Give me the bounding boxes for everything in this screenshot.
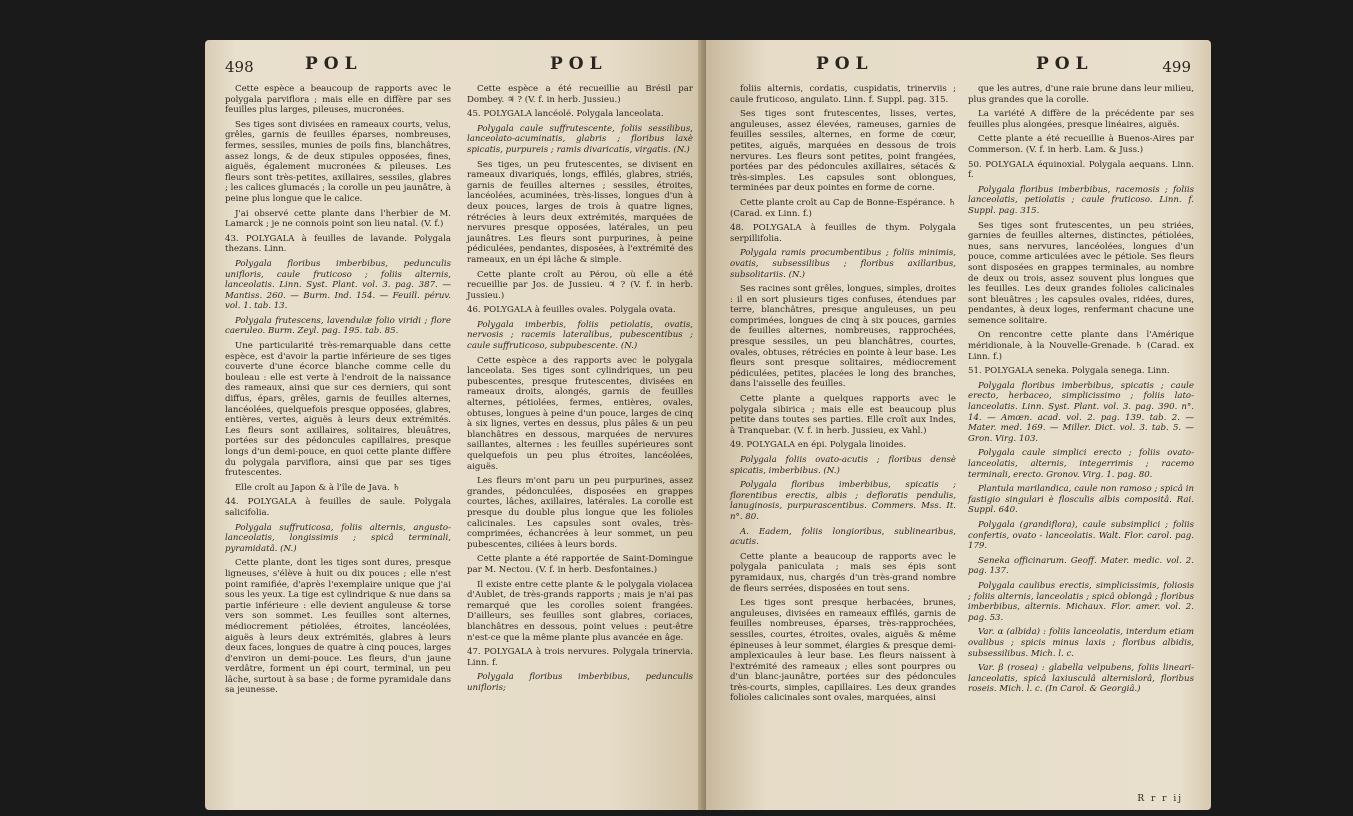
paragraph: Ses racines sont grêles, longues, simples, droites : il en sort plusieurs tiges confuses, étendues par terre, blanchâtres, presque anguleuses, un peu comprimées, longues de cinq à six pouces, garnies de feuilles alternes, nombreuses, rapprochées, presque sessiles, un peu blanchâtres, courtes, ovales, obtuses, rétrécies en pointe à leur base. Les fleurs sont presque solitaires, médiocrement pédiculées, petites, placées le long des branches, dans l'aisselle des feuilles. xyxy=(730,284,956,390)
paragraph: Seneka officinarum. Geoff. Mater. medic. vol. 2. pag. 137. xyxy=(968,555,1194,577)
paragraph: Cette plante a été recueillie à Buenos-Aires par Commerson. (V. f. in herb. Lam. & Juss.) xyxy=(968,134,1194,155)
paragraph: Les fleurs m'ont paru un peu purpurines, assez grandes, pédonculées, disposées en grappes courtes, lâches, axillaires, latérales. La corolle est presque du double plus longue que les folioles calicinales. Les capsules sont ovales, très-comprimées, échancrées à leur sommet, un peu pubescentes, ciliées à leurs bords. xyxy=(467,476,693,550)
paragraph: Elle croît au Japon & à l'île de Java. ♄ xyxy=(235,482,401,493)
paragraph: Cette plante croît au Pérou, où elle a été recueillie par Jos. de Jussieu. ♃ ? (V. f. in herb. Jussieu.) xyxy=(467,269,693,301)
paragraph: Cette espèce a beaucoup de rapports avec le polygala parviflora ; mais elle en diffère par ses feuilles plus larges, pileuses, mucronées. xyxy=(225,84,451,116)
paragraph: Cette plante a quelques rapports avec le polygala sibirica ; mais elle est beaucoup plus petite dans toutes ses parties. Elle croît aux Indes, à Tranquebar. (V. f. in herb. Jussieu, ex Vahl.) xyxy=(730,394,956,436)
paragraph: Polygala floribus imberbibus, racemosis ; foliis lanceolatis, petiolatis ; caule fruticoso. Linn. f. Suppl. pag. 315. xyxy=(968,184,1194,216)
left-column-2 xyxy=(467,84,693,697)
paragraph: Cette espèce a des rapports avec le polygala lanceolata. Ses tiges sont cylindriques, un peu pubescentes, presque frutescentes, divisées en rameaux droits, alongés, garnis de feuilles alternes, pétiolées, fermes, entières, ovales, obtuses, longues à peine d'un pouce, larges de cinq à six lignes, vertes en dessus, plus pâles & un peu blanchâtres en dessous, marquées de nervures saillantes, alternes : les feuilles supérieures sont quelquefois un peu plus étroites, lancéolées, aiguës. xyxy=(467,355,693,472)
paragraph: Polygala (grandiflora), caule subsimplici ; foliis confertis, ovato - lanceolatis. Walt. Flor. carol. pag. 179. xyxy=(968,519,1194,552)
paragraph: Cette plante a été rapportée de Saint-Domingue par M. Nectou. (V. f. in herb. Desfontaines.) xyxy=(467,554,693,575)
paragraph: Polygala caulibus erectis, simplicissimis, foliosis ; foliis alternis, lanceolatis ; spicâ oblongâ ; floribus imberbibus, alternis. Michaux. Flor. amer. vol. 2. pag. 53. xyxy=(968,580,1194,623)
signature-mark: R r r ij xyxy=(1137,794,1183,804)
paragraph: 51. POLYGALA seneka. Polygala senega. Linn. xyxy=(968,366,1170,377)
paragraph: Polygala caule suffrutescente, foliis sessilibus, lanceolato-acuminatis, glabris ; floribus laxè spicatis, purpureis ; ramis divaricatis, virgatis. (N.) xyxy=(467,123,693,155)
page-number-right: 499 xyxy=(1162,58,1191,76)
right-column-2 xyxy=(968,84,1194,699)
paragraph: On rencontre cette plante dans l'Amérique méridionale, à la Nouvelle-Grenade. ♄ (Carad. ex Linn. f.) xyxy=(968,330,1194,362)
paragraph: Var. β (rosea) : glabella velpubens, foliis lineari-lanceolatis, spicâ laxiusculâ alternislorâ, floribus roseis. Mich. l. c. (In Carol. & Georgiâ.) xyxy=(968,663,1194,695)
page-number-left: 498 xyxy=(225,58,254,76)
paragraph: 46. POLYGALA à feuilles ovales. Polygala ovata. xyxy=(467,305,676,316)
paragraph: 44. POLYGALA à feuilles de saule. Polygala salicifolia. xyxy=(225,497,451,518)
paragraph: Les tiges sont presque herbacées, brunes, anguleuses, divisées en rameaux effilés, garnis de feuilles nombreuses, éparses, très-rapprochées, sessiles, courtes, étroites, ovales, aiguës & même épineuses à leur sommet, élargies & presque demi-amplexicaules à leur base. Les fleurs naissent à l'extrémité des rameaux ; elles sont pourpres ou d'un blanc-jaunâtre, portées sur des pédoncules très-courts, simples, capillaires. Les deux grandes folioles calicinales sont ovales, marquées, ainsi xyxy=(730,598,956,704)
paragraph: Ses tiges, un peu frutescentes, se divisent en rameaux divariqués, longs, effilés, glabres, striés, garnis de feuilles alternes ; sessiles, étroites, lancéolées, acuminées, très-lisses, longues d'un à deux pouces, larges de trois à quatre lignes, rétrécies à leurs deux extrémités, marquées de nervures presque opposées, latérales, un peu jaunâtres. Les fleurs sont purpurines, à peine pédiculées, pendantes, disposées, à l'extrémité des rameaux, en un épi lâche & simple. xyxy=(467,159,693,265)
paragraph: Une particularité très-remarquable dans cette espèce, est d'avoir la partie inférieure de ses tiges couverte d'une écorce blanche comme celle du bouleau : elle est verte à l'endroit de la naissance des rameaux, ainsi que sur ces derniers, qui sont diffus, épars, grêles, garnis de feuilles alternes, lancéolées, quelquefois presque opposées, glabres, entières, vertes, aiguës à leurs deux extrémités. Les fleurs sont axillaires, solitaires, bleuâtres, portées sur des pédoncules capillaires, presque longs d'un demi-pouce, en quoi cette plante diffère du polygala parviflora, ainsi que par ses tiges frutescentes. xyxy=(225,341,451,479)
paragraph: Var. α (albida) : foliis lanceolatis, interdum etiam ovalibus ; spicis minus laxis ; floribus albidis, subsessilibus. Mich. l. c. xyxy=(968,627,1194,659)
paragraph: Cette plante croît au Cap de Bonne-Espérance. ♄ (Carad. ex Linn. f.) xyxy=(730,197,956,219)
paragraph: Polygala frutescens, lavendulæ folio viridi ; flore caeruleo. Burm. Zeyl. pag. 195. tab. 85. xyxy=(225,315,451,337)
paragraph: Polygala ramis procumbentibus ; foliis minimis, ovatis, subsessilibus ; floribus axillaribus, subsolitariis. (N.) xyxy=(730,248,956,280)
left-page xyxy=(205,40,710,810)
paragraph: Ses tiges sont frutescentes, lisses, vertes, anguleuses, assez élevées, rameuses, garnies de feuilles sessiles, alternes, en forme de cœur, petites, aiguës, marquées en dessous de trois nervures. Les fleurs sont petites, point frangées, portées par des pédoncules axillaires, sétacés & très-simples. Les capsules sont oblongues, terminées par deux pointes en forme de corne. xyxy=(730,109,956,194)
paragraph: Ses tiges sont frutescentes, un peu striées, garnies de feuilles alternes, distinctes, pétiolées, nues, sans nervures, lancéolées, longues d'un pouce, comme articulées avec le pétiole. Ses fleurs sont disposées en grappes terminales, au nombre de deux ou trois, assez souvent plus longues que les feuilles. Les deux grandes folioles calicinales sont bleuâtres ; les capsules ovales, ridées, dures, pendantes, à deux loges, renfermant chacune une semence solitaire. xyxy=(968,220,1194,326)
paragraph: La variété A diffère de la précédente par ses feuilles plus alongées, presque linéaires, aiguës. xyxy=(968,109,1194,130)
paragraph: Cette plante, dont les tiges sont dures, presque ligneuses, s'élève à huit ou dix pouces ; elle n'est point ramifiée, d'après l'exemplaire unique que j'ai sous les yeux. La tige est cylindrique & nue dans sa partie inférieure : elle devient anguleuse & torse vers son sommet. Les feuilles sont alternes, médiocrement pétiolées, étroites, lancéolées, aiguës à leurs deux extrémités, glabres à leurs deux faces, longues de quatre à cinq pouces, larges d'environ un demi-pouce. Les fleurs, d'un jaune verdâtre, forment un épi court, terminal, un peu lâche, surtout à sa base ; de forme pyramidale dans sa jeunesse. xyxy=(225,558,451,696)
paragraph: 45. POLYGALA lancéolé. Polygala lanceolata. xyxy=(467,109,664,120)
paragraph: Il existe entre cette plante & le polygala violacea d'Aublet, de très-grands rapports ; mais je n'ai pas remarqué que les corolles soient frangées. D'ailleurs, ses feuilles sont glabres, coriaces, blanchâtres en dessous, point velues : peut-être n'est-ce que la même plante plus avancée en âge. xyxy=(467,579,693,643)
paragraph: foliis alternis, cordatis, cuspidatis, trinerviis ; caule fruticoso, angulato. Linn. f. Suppl. pag. 315. xyxy=(730,84,956,105)
paragraph: Ses tiges sont divisées en rameaux courts, velus, grêles, garnis de feuilles éparses, nombreuses, fermes, sessiles, munies de poils fins, blanchâtres, assez longs, & de deux stipules opposées, fines, aiguës, également mucronées & pileuses. Les fleurs sont très-petites, axillaires, sessiles, glabres ; les calices glumacés ; la corolle un peu jaunâtre, à peine plus longue que le calice. xyxy=(225,119,451,204)
paragraph: 43. POLYGALA à feuilles de lavande. Polygala thezans. Linn. xyxy=(225,233,451,255)
running-head-left-2: POL xyxy=(550,54,608,74)
paragraph: Cette plante a beaucoup de rapports avec le polygala paniculata ; mais ses épis sont pyramidaux, nus, chargés d'un très-grand nombre de fleurs serrées, disposées en tout sens. xyxy=(730,551,956,594)
paragraph: 49. POLYGALA en épi. Polygala linoides. xyxy=(730,440,907,451)
running-head-left-1: POL xyxy=(305,54,363,74)
paragraph: Polygala floribus imberbibus, pedunculis unifloris, caule fruticoso ; foliis alternis, lanceolatis. Linn. Syst. Plant. vol. 3. pag. 387. — Mantiss. 260. — Burm. Ind. 154. — Feuill. péruv. vol. 1. tab. 13. xyxy=(225,258,451,312)
paragraph: Polygala foliis ovato-acutis ; floribus densè spicatis, imberbibus. (N.) xyxy=(730,455,956,476)
paragraph: Polygala imberbis, foliis petiolatis, ovatis, nervosis ; racemis lateralibus, pubescentibus ; caule suffruticoso, subpubescente. (N.) xyxy=(467,319,693,352)
paragraph: 47. POLYGALA à trois nervures. Polygala trinervia. Linn. f. xyxy=(467,647,693,668)
paragraph: Polygala floribus imberbibus, spicatis ; caule erecto, herbaceo, simplicissimo ; foliis lato-lanceolatis. Linn. Syst. Plant. vol. 3. pag. 390. n°. 14. — Amœn. acad. vol. 2. pag. 139. tab. 2. — Mater. med. 169. — Miller. Dict. vol. 3. tab. 5. — Gron. Virg. 103. xyxy=(968,380,1194,444)
paragraph: J'ai observé cette plante dans l'herbier de M. Lamarck ; je ne connois point son lieu natal. (V. f.) xyxy=(225,208,451,230)
paragraph: 50. POLYGALA équinoxial. Polygala aequans. Linn. f. xyxy=(968,159,1194,181)
left-column-1 xyxy=(225,84,451,700)
paragraph: Polygala floribus imberbibus, spicatis ; florentibus erectis, albis ; defloratis pendulis, lanuginosis, purpurascentibus. Commers. Mss. It. n°. 80. xyxy=(730,480,956,522)
paragraph: Polygala caule simplici erecto ; foliis ovato-lanceolatis, alternis, integerrimis ; racemo terminali, erecto. Gronov. Virg. 1. pag. 80. xyxy=(968,448,1194,480)
running-head-right-2: POL xyxy=(1036,54,1094,74)
running-head-right-1: POL xyxy=(816,54,874,74)
right-column-1 xyxy=(730,84,956,708)
paragraph: Plantula marilandica, caule non ramoso ; spicâ in fastigio singulari è flosculis albis compositâ. Rai. Suppl. 640. xyxy=(968,484,1194,516)
paragraph: 48. POLYGALA à feuilles de thym. Polygala serpillifolia. xyxy=(730,223,956,244)
paragraph: Polygala floribus imberbibus, pedunculis unifloris; xyxy=(467,672,693,693)
right-page xyxy=(706,40,1211,810)
paragraph: Polygala suffruticosa, foliis alternis, angusto-lanceolatis, longissimis ; spicâ terminali, pyramidatâ. (N.) xyxy=(225,522,451,554)
paragraph: A. Eadem, foliis longioribus, sublinearibus, acutis. xyxy=(730,526,956,548)
paragraph: Cette espèce a été recueillie au Brésil par Dombey. ♃ ? (V. f. in herb. Jussieu.) xyxy=(467,84,693,105)
paragraph: que les autres, d'une raie brune dans leur milieu, plus grandes que la corolle. xyxy=(968,84,1194,105)
